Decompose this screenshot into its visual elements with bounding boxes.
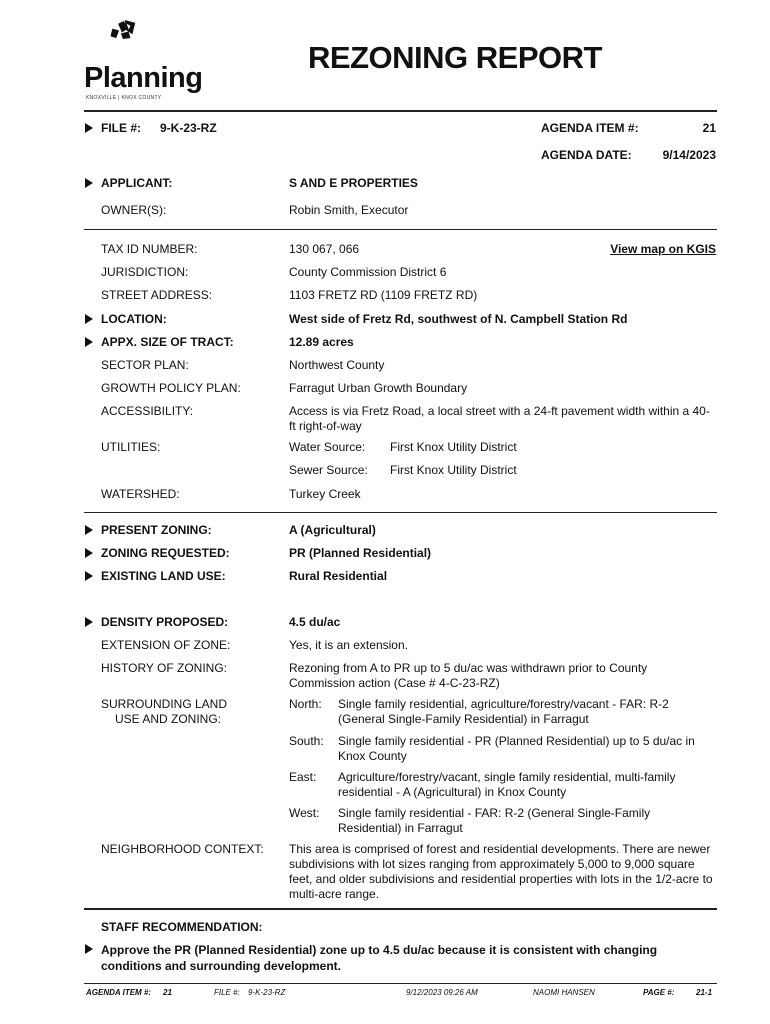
location-value: West side of Fretz Rd, southwest of N. Campbell Station Rd xyxy=(289,312,628,326)
street-address-value: 1103 FRETZ RD (1109 FRETZ RD) xyxy=(289,288,478,302)
staff-recommendation-label: STAFF RECOMMENDATION: xyxy=(101,920,263,934)
surrounding-label-line2: USE AND ZONING: xyxy=(115,712,222,726)
footer-agenda-label: AGENDA ITEM #: xyxy=(86,988,152,997)
west-value: Single family residential - FAR: R-2 (General Single-Family Residential) in Farragut xyxy=(338,806,651,835)
bullet-arrow-icon xyxy=(85,123,93,133)
file-label: FILE #: xyxy=(101,121,142,135)
tax-id-label: TAX ID NUMBER: xyxy=(101,242,198,256)
tract-size-value: 12.89 acres xyxy=(289,335,354,349)
accessibility-value: Access is via Fretz Road, a local street with a 24-ft pavement width within a 40-ft right-of-way xyxy=(289,404,710,433)
south-label: South: xyxy=(289,734,324,748)
kgis-map-link[interactable]: View map on KGIS xyxy=(610,242,716,256)
footer-author: NAOMI HANSEN xyxy=(533,988,595,997)
applicant-value: S AND E PROPERTIES xyxy=(289,176,418,190)
logo-wordmark: Planning xyxy=(84,62,203,94)
density-label: DENSITY PROPOSED: xyxy=(101,615,229,629)
agenda-item-label: AGENDA ITEM #: xyxy=(541,121,639,135)
neighborhood-label: NEIGHBORHOOD CONTEXT: xyxy=(101,842,264,856)
watershed-value: Turkey Creek xyxy=(289,487,361,501)
north-value: Single family residential, agriculture/forestry/vacant - FAR: R-2 (General Single-Family Residential) in Farragut xyxy=(338,697,669,726)
neighborhood-value: This area is comprised of forest and residential developments. There are newer subdivisions with lot sizes ranging from approximately 5,000 to 9,000 square feet, and older subdivisions and residential properties with lots in the 1/2-acre to multi-acre range. xyxy=(289,842,713,901)
watershed-label: WATERSHED: xyxy=(101,487,180,501)
bullet-arrow-icon xyxy=(85,944,93,954)
zoning-requested-label: ZONING REQUESTED: xyxy=(101,546,230,560)
growth-policy-label: GROWTH POLICY PLAN: xyxy=(101,381,241,395)
divider xyxy=(84,908,717,910)
west-label: West: xyxy=(289,806,320,820)
sector-plan-value: Northwest County xyxy=(289,358,385,372)
utilities-label: UTILITIES: xyxy=(101,440,161,454)
bullet-arrow-icon xyxy=(85,571,93,581)
applicant-label: APPLICANT: xyxy=(101,176,173,190)
extension-label: EXTENSION OF ZONE: xyxy=(101,638,231,652)
file-value: 9-K-23-RZ xyxy=(160,121,217,135)
existing-land-use-label: EXISTING LAND USE: xyxy=(101,569,226,583)
bullet-arrow-icon xyxy=(85,178,93,188)
sewer-source-label: Sewer Source: xyxy=(289,463,368,477)
bullet-arrow-icon xyxy=(85,525,93,535)
street-address-label: STREET ADDRESS: xyxy=(101,288,213,302)
density-value: 4.5 du/ac xyxy=(289,615,341,629)
water-source-value: First Knox Utility District xyxy=(390,440,517,454)
divider xyxy=(84,983,717,984)
divider xyxy=(84,512,717,513)
tract-size-label: APPX. SIZE OF TRACT: xyxy=(101,335,234,349)
agenda-date-value: 9/14/2023 xyxy=(662,148,716,162)
staff-recommendation-value: Approve the PR (Planned Residential) zone up to 4.5 du/ac because it is consistent with changing conditions and surrounding development. xyxy=(101,943,658,973)
footer-agenda-value: 21 xyxy=(163,988,172,997)
growth-policy-value: Farragut Urban Growth Boundary xyxy=(289,381,468,395)
north-label: North: xyxy=(289,697,322,711)
jurisdiction-value: County Commission District 6 xyxy=(289,265,447,279)
south-value: Single family residential - PR (Planned Residential) up to 5 du/ac in Knox County xyxy=(338,734,695,763)
present-zoning-value: A (Agricultural) xyxy=(289,523,376,537)
east-value: Agriculture/forestry/vacant, single family residential, multi-family residential - A (Agricultural) in Knox County xyxy=(338,770,676,799)
sewer-source-value: First Knox Utility District xyxy=(390,463,517,477)
page-title: REZONING REPORT xyxy=(308,40,602,75)
bullet-arrow-icon xyxy=(85,548,93,558)
owner-value: Robin Smith, Executor xyxy=(289,203,409,217)
existing-land-use-value: Rural Residential xyxy=(289,569,388,583)
footer-file-label: FILE #: xyxy=(214,988,240,997)
surrounding-label-line1: SURROUNDING LAND xyxy=(101,697,228,711)
east-label: East: xyxy=(289,770,317,784)
logo-subtitle: KNOXVILLE | KNOX COUNTY xyxy=(86,95,162,101)
agenda-item-value: 21 xyxy=(702,121,716,135)
divider xyxy=(84,110,717,112)
footer-page-value: 21-1 xyxy=(696,988,713,997)
bullet-arrow-icon xyxy=(85,337,93,347)
sector-plan-label: SECTOR PLAN: xyxy=(101,358,189,372)
bullet-arrow-icon xyxy=(85,617,93,627)
history-label: HISTORY OF ZONING: xyxy=(101,661,228,675)
zoning-requested-value: PR (Planned Residential) xyxy=(289,546,432,560)
extension-value: Yes, it is an extension. xyxy=(289,638,408,652)
accessibility-label: ACCESSIBILITY: xyxy=(101,404,194,418)
jurisdiction-label: JURISDICTION: xyxy=(101,265,189,279)
footer-page-label: PAGE #: xyxy=(643,988,675,997)
history-value: Rezoning from A to PR up to 5 du/ac was withdrawn prior to County Commission action (Case # 4-C-23-RZ) xyxy=(289,661,648,690)
planning-logo-mark xyxy=(100,20,170,60)
water-source-label: Water Source: xyxy=(289,440,366,454)
footer-file-value: 9-K-23-RZ xyxy=(248,988,286,997)
bullet-arrow-icon xyxy=(85,314,93,324)
surrounding-label xyxy=(101,697,227,727)
location-label: LOCATION: xyxy=(101,312,167,326)
footer-timestamp: 9/12/2023 09:26 AM xyxy=(406,988,478,997)
agenda-date-label: AGENDA DATE: xyxy=(541,148,632,162)
tax-id-value: 130 067, 066 xyxy=(289,242,360,256)
present-zoning-label: PRESENT ZONING: xyxy=(101,523,212,537)
divider xyxy=(84,229,717,230)
owner-label: OWNER(S): xyxy=(101,203,167,217)
